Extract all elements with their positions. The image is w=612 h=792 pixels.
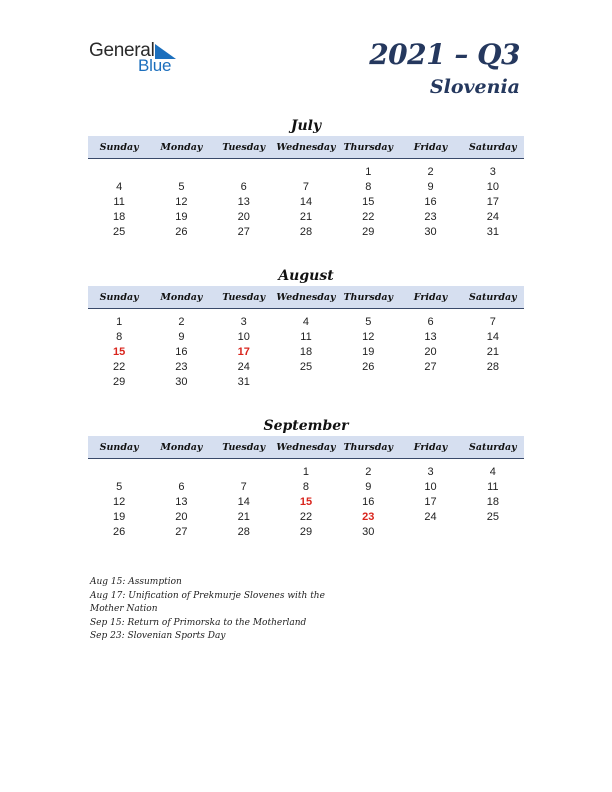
- day-cell: 17: [424, 495, 437, 508]
- day-cell: 18: [299, 345, 313, 358]
- weekday-header: [88, 136, 524, 159]
- weekday-label-thursday: Thursday: [343, 291, 394, 303]
- week-row: [88, 510, 524, 525]
- day-cell: 17: [486, 195, 499, 208]
- day-cell: 28: [299, 226, 313, 239]
- day-cell: 20: [175, 511, 188, 524]
- weekday-label-sunday: Sunday: [99, 441, 139, 453]
- day-cell: 7: [302, 180, 310, 193]
- weekday-header: [88, 436, 524, 459]
- day-cell: 26: [113, 526, 126, 539]
- day-cell: 16: [362, 495, 375, 508]
- page-title: 2021 – Q3: [369, 38, 520, 71]
- day-cell: 11: [487, 480, 499, 493]
- week-row: [88, 210, 524, 225]
- day-cell: 22: [299, 511, 313, 524]
- day-cell: 21: [237, 511, 250, 524]
- day-cell: 20: [424, 345, 437, 358]
- day-cell: 29: [113, 376, 126, 389]
- day-cell: 12: [175, 195, 188, 208]
- weekday-label-saturday: Saturday: [469, 291, 517, 303]
- day-cell: 27: [424, 361, 437, 374]
- day-cell: 20: [237, 211, 250, 224]
- day-cell: 13: [175, 495, 188, 508]
- week-row: [88, 479, 524, 494]
- day-cell: 9: [427, 180, 434, 193]
- day-cell: 6: [240, 180, 247, 193]
- month-days: [88, 459, 524, 540]
- day-cell: 3: [489, 165, 496, 178]
- day-cell: 14: [299, 195, 313, 208]
- weekday-header: [88, 286, 524, 309]
- day-cell: 26: [175, 226, 188, 239]
- day-cell: 11: [300, 330, 312, 343]
- holiday-notes: [90, 576, 330, 644]
- holiday-note: Sep 15: Return of Primorska to the Motherland: [90, 617, 307, 628]
- day-cell: 22: [362, 211, 375, 224]
- day-cell: 2: [178, 315, 185, 328]
- holiday-day-cell: 23: [362, 511, 375, 524]
- day-cell: 25: [113, 226, 126, 239]
- month-september: [88, 416, 524, 540]
- week-row: [88, 464, 524, 479]
- day-cell: 8: [365, 180, 372, 193]
- day-cell: 1: [116, 315, 123, 328]
- day-cell: 7: [240, 480, 247, 493]
- day-cell: 30: [362, 526, 375, 539]
- day-cell: 29: [299, 526, 313, 539]
- day-cell: 6: [178, 480, 185, 493]
- day-cell: 2: [427, 165, 434, 178]
- holiday-day-cell: 15: [113, 345, 126, 358]
- day-cell: 3: [240, 315, 247, 328]
- day-cell: 10: [486, 180, 499, 193]
- day-cell: 24: [424, 511, 437, 524]
- day-cell: 24: [237, 361, 250, 374]
- day-cell: 27: [175, 526, 188, 539]
- day-cell: 28: [237, 526, 250, 539]
- day-cell: 13: [424, 330, 437, 343]
- day-cell: 5: [365, 315, 372, 328]
- weekday-label-thursday: Thursday: [343, 141, 394, 153]
- day-cell: 28: [486, 361, 499, 374]
- logo-text-general: General: [89, 40, 155, 61]
- month-name: July: [290, 118, 322, 134]
- day-cell: 5: [178, 180, 185, 193]
- day-cell: 9: [365, 480, 372, 493]
- day-cell: 13: [237, 195, 250, 208]
- week-row: [88, 375, 524, 390]
- day-cell: 19: [113, 511, 126, 524]
- month-name: August: [278, 268, 334, 284]
- week-row: [88, 179, 524, 194]
- day-cell: 18: [113, 211, 126, 224]
- day-cell: 29: [362, 226, 375, 239]
- month-august: [88, 266, 524, 390]
- day-cell: 6: [427, 315, 434, 328]
- logo: [89, 40, 189, 76]
- day-cell: 21: [299, 211, 313, 224]
- day-cell: 4: [116, 180, 123, 193]
- day-cell: 25: [486, 511, 499, 524]
- month-name: September: [263, 418, 349, 434]
- holiday-day-cell: 17: [237, 345, 250, 358]
- day-cell: 31: [237, 376, 250, 389]
- week-row: [88, 329, 524, 344]
- country-subtitle: Slovenia: [429, 76, 520, 98]
- week-row: [88, 494, 524, 509]
- weekday-label-wednesday: Wednesday: [276, 441, 336, 453]
- weekday-label-saturday: Saturday: [469, 141, 517, 153]
- weekday-label-wednesday: Wednesday: [276, 141, 336, 153]
- day-cell: 14: [486, 330, 499, 343]
- day-cell: 23: [424, 211, 437, 224]
- logo-text-blue: Blue: [138, 56, 172, 75]
- week-row: [88, 194, 524, 209]
- holiday-note: Sep 23: Slovenian Sports Day: [90, 631, 226, 641]
- day-cell: 21: [486, 345, 499, 358]
- week-row: [88, 525, 524, 540]
- day-cell: 9: [178, 330, 185, 343]
- day-cell: 30: [424, 226, 437, 239]
- day-cell: 30: [175, 376, 188, 389]
- day-cell: 12: [113, 495, 126, 508]
- day-cell: 8: [302, 480, 310, 493]
- month-days: [88, 159, 524, 240]
- weekday-label-sunday: Sunday: [99, 291, 139, 303]
- weekday-label-monday: Monday: [160, 141, 203, 153]
- weekday-label-tuesday: Tuesday: [222, 441, 266, 453]
- day-cell: 16: [175, 345, 188, 358]
- weekday-label-friday: Friday: [413, 141, 448, 153]
- day-cell: 19: [175, 211, 188, 224]
- holiday-day-cell: 15: [299, 495, 313, 508]
- day-cell: 22: [113, 361, 126, 374]
- day-cell: 1: [365, 165, 372, 178]
- weekday-label-tuesday: Tuesday: [222, 291, 266, 303]
- day-cell: 27: [237, 226, 250, 239]
- day-cell: 7: [489, 315, 496, 328]
- day-cell: 31: [486, 226, 499, 239]
- weekday-label-sunday: Sunday: [99, 141, 139, 153]
- weekday-label-monday: Monday: [160, 291, 203, 303]
- week-row: [88, 164, 524, 179]
- week-row: [88, 314, 524, 329]
- day-cell: 25: [299, 361, 313, 374]
- day-cell: 1: [302, 465, 310, 478]
- day-cell: 26: [362, 361, 375, 374]
- day-cell: 15: [362, 195, 375, 208]
- day-cell: 5: [116, 480, 123, 493]
- week-row: [88, 344, 524, 359]
- day-cell: 8: [116, 330, 123, 343]
- weekday-label-thursday: Thursday: [343, 441, 394, 453]
- weekday-label-saturday: Saturday: [469, 441, 517, 453]
- day-cell: 4: [489, 465, 496, 478]
- weekday-label-friday: Friday: [413, 291, 448, 303]
- weekday-label-tuesday: Tuesday: [222, 141, 266, 153]
- month-july: [88, 116, 524, 240]
- weekday-label-friday: Friday: [413, 441, 448, 453]
- day-cell: 11: [113, 195, 125, 208]
- day-cell: 10: [237, 330, 250, 343]
- day-cell: 23: [175, 361, 188, 374]
- holiday-note: Aug 15: Assumption: [90, 577, 182, 587]
- weekday-label-monday: Monday: [160, 441, 203, 453]
- day-cell: 4: [302, 315, 310, 328]
- day-cell: 14: [237, 495, 250, 508]
- day-cell: 16: [424, 195, 437, 208]
- day-cell: 12: [362, 330, 375, 343]
- day-cell: 18: [486, 495, 499, 508]
- day-cell: 10: [424, 480, 437, 493]
- day-cell: 3: [427, 465, 434, 478]
- week-row: [88, 360, 524, 375]
- day-cell: 24: [486, 211, 499, 224]
- weekday-label-wednesday: Wednesday: [276, 291, 336, 303]
- week-row: [88, 225, 524, 240]
- day-cell: 2: [365, 465, 372, 478]
- month-days: [88, 309, 524, 390]
- day-cell: 19: [362, 345, 375, 358]
- holiday-note: Aug 17: Unification of Prekmurje Slovenes with the Mother Nation: [90, 590, 325, 614]
